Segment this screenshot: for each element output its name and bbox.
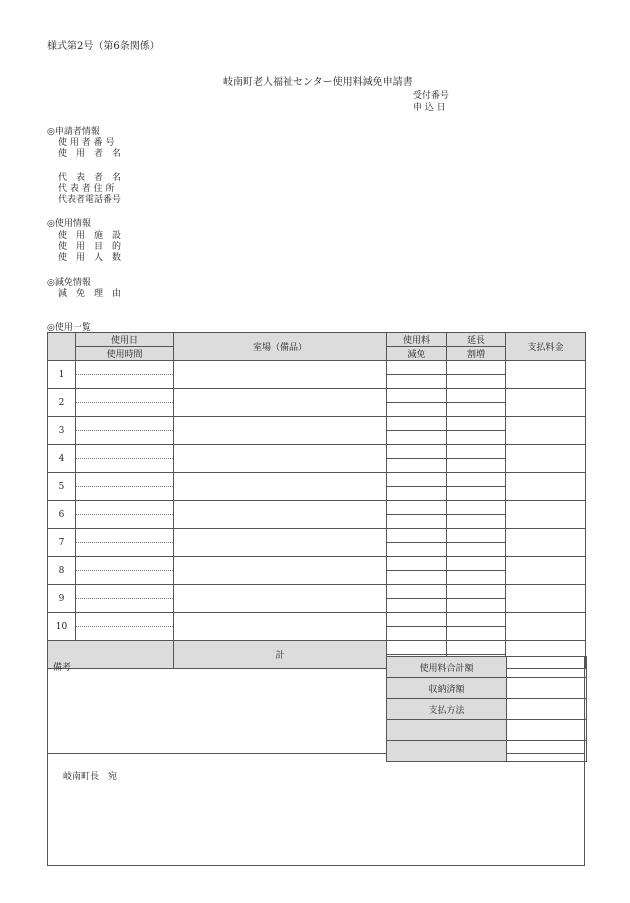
row-number: 4	[48, 445, 76, 473]
row-exemption[interactable]	[387, 543, 447, 557]
row-date[interactable]	[76, 613, 174, 627]
row-surcharge[interactable]	[447, 431, 506, 445]
row-fee[interactable]	[387, 613, 447, 627]
addressee-box	[47, 754, 585, 866]
summary-method-label: 支払方法	[387, 699, 507, 720]
row-surcharge[interactable]	[447, 543, 506, 557]
summary-blank-label-1	[387, 720, 507, 741]
exemption-reason-label: 減 免 理 由	[58, 289, 122, 299]
form-title: 岐南町老人福祉センター使用料減免申請書	[223, 77, 413, 88]
row-room[interactable]	[174, 361, 387, 389]
row-number: 7	[48, 529, 76, 557]
row-payment[interactable]	[506, 501, 586, 529]
row-extension[interactable]	[447, 445, 506, 459]
row-room[interactable]	[174, 445, 387, 473]
row-time[interactable]	[76, 403, 174, 417]
usage-heading: ◎使用情報	[47, 219, 91, 229]
rep-name-label: 代 表 者 名	[58, 173, 122, 183]
summary-total-value[interactable]	[507, 657, 587, 678]
row-date[interactable]	[76, 529, 174, 543]
facility-label: 使 用 施 設	[58, 231, 122, 241]
row-extension[interactable]	[447, 613, 506, 627]
row-time[interactable]	[76, 599, 174, 613]
row-number: 1	[48, 361, 76, 389]
row-room[interactable]	[174, 389, 387, 417]
row-extension[interactable]	[447, 501, 506, 515]
row-room[interactable]	[174, 473, 387, 501]
row-time[interactable]	[76, 459, 174, 473]
row-number: 6	[48, 501, 76, 529]
applicant-heading: ◎申請者情報	[47, 127, 100, 137]
row-time[interactable]	[76, 375, 174, 389]
row-payment[interactable]	[506, 361, 586, 389]
user-name-label: 使 用 者 名	[58, 149, 122, 159]
row-number: 9	[48, 585, 76, 613]
addressee: 岐南町長 宛	[63, 772, 118, 782]
row-exemption[interactable]	[387, 515, 447, 529]
row-exemption[interactable]	[387, 571, 447, 585]
row-fee[interactable]	[387, 529, 447, 543]
row-payment[interactable]	[506, 613, 586, 641]
total-label: 計	[174, 641, 387, 669]
header-exemption: 減免	[387, 347, 447, 361]
row-payment[interactable]	[506, 417, 586, 445]
header-payment: 支払料金	[506, 333, 586, 361]
form-number: 様式第2号（第6条関係）	[47, 41, 160, 52]
usage-table	[47, 332, 586, 669]
row-payment[interactable]	[506, 557, 586, 585]
row-number: 2	[48, 389, 76, 417]
row-number: 5	[48, 473, 76, 501]
row-time[interactable]	[76, 627, 174, 641]
blank-header	[48, 333, 76, 361]
row-exemption[interactable]	[387, 627, 447, 641]
row-fee[interactable]	[387, 557, 447, 571]
summary-paid-value[interactable]	[507, 678, 587, 699]
rep-phone-label: 代表者電話番号	[58, 195, 122, 205]
row-number: 3	[48, 417, 76, 445]
row-surcharge[interactable]	[447, 627, 506, 641]
remarks-box[interactable]	[47, 657, 585, 754]
header-date: 使用日	[76, 333, 174, 347]
row-payment[interactable]	[506, 585, 586, 613]
row-exemption[interactable]	[387, 375, 447, 389]
table-row	[48, 361, 586, 375]
row-surcharge[interactable]	[447, 403, 506, 417]
table-row	[48, 389, 586, 403]
row-surcharge[interactable]	[447, 459, 506, 473]
row-exemption[interactable]	[387, 431, 447, 445]
row-date[interactable]	[76, 361, 174, 375]
row-payment[interactable]	[506, 445, 586, 473]
row-time[interactable]	[76, 571, 174, 585]
row-time[interactable]	[76, 487, 174, 501]
remarks-label: 備考	[53, 663, 72, 673]
summary-paid-label: 収納済額	[387, 678, 507, 699]
row-fee[interactable]	[387, 445, 447, 459]
row-payment[interactable]	[506, 529, 586, 557]
summary-table	[386, 656, 587, 762]
row-number: 10	[48, 613, 76, 641]
row-date[interactable]	[76, 585, 174, 599]
table-row	[48, 473, 586, 487]
row-extension[interactable]	[447, 529, 506, 543]
header-room: 室場（備品）	[174, 333, 387, 361]
row-extension[interactable]	[447, 389, 506, 403]
table-row	[48, 529, 586, 543]
row-exemption[interactable]	[387, 599, 447, 613]
total-extension[interactable]	[447, 641, 506, 655]
user-number-label: 使 用 者 番 号	[58, 138, 115, 148]
row-date[interactable]	[76, 445, 174, 459]
row-date[interactable]	[76, 389, 174, 403]
row-room[interactable]	[174, 417, 387, 445]
row-fee[interactable]	[387, 473, 447, 487]
row-surcharge[interactable]	[447, 487, 506, 501]
purpose-label: 使 用 目 的	[58, 242, 122, 252]
row-room[interactable]	[174, 585, 387, 613]
row-fee[interactable]	[387, 501, 447, 515]
table-row	[48, 613, 586, 627]
row-extension[interactable]	[447, 473, 506, 487]
header-time: 使用時間	[76, 347, 174, 361]
row-time[interactable]	[76, 431, 174, 445]
row-time[interactable]	[76, 515, 174, 529]
row-date[interactable]	[76, 417, 174, 431]
row-fee[interactable]	[387, 389, 447, 403]
row-surcharge[interactable]	[447, 375, 506, 389]
row-extension[interactable]	[447, 361, 506, 375]
table-row	[48, 557, 586, 571]
row-payment[interactable]	[506, 473, 586, 501]
row-extension[interactable]	[447, 417, 506, 431]
table-row	[48, 501, 586, 515]
row-fee[interactable]	[387, 361, 447, 375]
row-date[interactable]	[76, 501, 174, 515]
summary-total-label: 使用料合計額	[387, 657, 507, 678]
table-row	[48, 445, 586, 459]
row-room[interactable]	[174, 529, 387, 557]
row-fee[interactable]	[387, 585, 447, 599]
row-date[interactable]	[76, 473, 174, 487]
row-time[interactable]	[76, 543, 174, 557]
total-fee[interactable]	[387, 641, 447, 655]
summary-blank-value-1[interactable]	[507, 720, 587, 741]
row-room[interactable]	[174, 501, 387, 529]
table-row	[48, 417, 586, 431]
summary-method-value[interactable]	[507, 699, 587, 720]
row-surcharge[interactable]	[447, 571, 506, 585]
rep-address-label: 代 表 者 住 所	[58, 184, 115, 194]
row-date[interactable]	[76, 557, 174, 571]
people-count-label: 使 用 人 数	[58, 253, 122, 263]
row-payment[interactable]	[506, 389, 586, 417]
row-surcharge[interactable]	[447, 599, 506, 613]
table-row	[48, 585, 586, 599]
apply-date-label: 申 込 日	[413, 103, 446, 113]
header-surcharge: 割増	[447, 347, 506, 361]
row-number: 8	[48, 557, 76, 585]
receipt-label: 受付番号	[413, 91, 450, 101]
row-room[interactable]	[174, 557, 387, 585]
exemption-heading: ◎減免情報	[47, 278, 91, 288]
row-exemption[interactable]	[387, 459, 447, 473]
row-room[interactable]	[174, 613, 387, 641]
header-extension: 延長	[447, 333, 506, 347]
row-surcharge[interactable]	[447, 515, 506, 529]
row-extension[interactable]	[447, 557, 506, 571]
list-heading: ◎使用一覧	[47, 323, 91, 333]
row-fee[interactable]	[387, 417, 447, 431]
row-extension[interactable]	[447, 585, 506, 599]
header-fee: 使用料	[387, 333, 447, 347]
row-exemption[interactable]	[387, 403, 447, 417]
row-exemption[interactable]	[387, 487, 447, 501]
